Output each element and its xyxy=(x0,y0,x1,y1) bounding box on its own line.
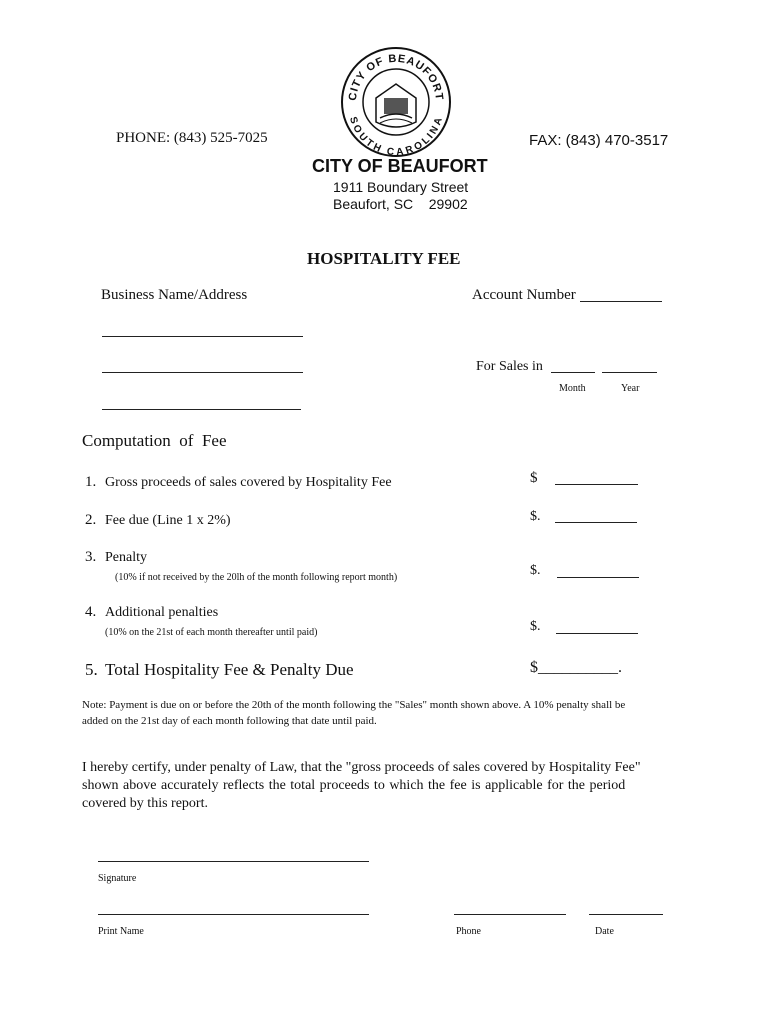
line-2-dollar: $. xyxy=(530,509,541,524)
note-line-2: added on the 21st day of each month following that date until paid. xyxy=(82,715,377,727)
svg-text:SOUTH CAROLINA xyxy=(347,116,445,158)
account-number-label: Account Number xyxy=(472,287,576,303)
line-2-number: 2. xyxy=(85,512,97,528)
line-3-number: 3. xyxy=(85,549,97,565)
line-4-note: (10% on the 21st of each month thereafter until paid) xyxy=(105,627,318,638)
sales-month-line[interactable] xyxy=(551,372,595,373)
line-2-label: Fee due (Line 1 x 2%) xyxy=(105,513,231,528)
line-3-dollar: $. xyxy=(530,563,541,578)
business-line-3[interactable] xyxy=(102,409,301,410)
line-4-amount-line[interactable] xyxy=(556,633,638,634)
for-sales-in-label: For Sales in xyxy=(476,359,543,374)
line-1-amount-line[interactable] xyxy=(555,484,638,485)
city-seal xyxy=(340,46,452,158)
line-3-amount-line[interactable] xyxy=(557,577,639,578)
form-title: HOSPITALITY FEE xyxy=(307,249,461,268)
certification-line-3: covered by this report. xyxy=(82,796,208,811)
phone-number: PHONE: (843) 525-7025 xyxy=(116,130,268,146)
account-number-line[interactable] xyxy=(580,301,662,302)
address-line-2: Beaufort, SC 29902 xyxy=(333,196,468,212)
signature-label: Signature xyxy=(98,873,137,884)
line-5-number: 5. xyxy=(85,660,98,679)
line-3-label: Penalty xyxy=(105,550,147,565)
city-name: CITY OF BEAUFORT xyxy=(312,156,488,176)
year-label: Year xyxy=(621,383,640,394)
print-name-line[interactable] xyxy=(98,914,369,915)
business-line-2[interactable] xyxy=(102,372,303,373)
line-4-number: 4. xyxy=(85,604,97,620)
signature-line[interactable] xyxy=(98,861,369,862)
line-1-dollar: $ xyxy=(530,470,538,486)
line-1-label: Gross proceeds of sales covered by Hospitality Fee xyxy=(105,475,392,490)
date-label: Date xyxy=(595,926,614,937)
sales-year-line[interactable] xyxy=(602,372,657,373)
line-3-note: (10% if not received by the 20lh of the month following report month) xyxy=(115,572,398,583)
line-4-label: Additional penalties xyxy=(105,605,219,620)
computation-heading: Computation of Fee xyxy=(82,431,227,450)
note-line-1: Note: Payment is due on or before the 20th of the month following the "Sales" month shown above. A 10% penalty shall be xyxy=(82,699,626,711)
fax-number: FAX: (843) 470-3517 xyxy=(529,132,669,149)
date-line[interactable] xyxy=(589,914,663,915)
business-name-address-label: Business Name/Address xyxy=(101,287,248,303)
seal-top-text: CITY OF BEAUFORT xyxy=(346,52,446,102)
month-label: Month xyxy=(559,383,586,394)
address-line-1: 1911 Boundary Street xyxy=(333,179,469,195)
line-1-number: 1. xyxy=(85,474,97,490)
print-name-label: Print Name xyxy=(98,926,144,937)
line-2-amount-line[interactable] xyxy=(555,522,637,523)
certification-line-1: I hereby certify, under penalty of Law, that the "gross proceeds of sales covered by Hospitality Fee" xyxy=(82,760,641,775)
line-4-dollar: $. xyxy=(530,619,541,634)
line-5-dollar[interactable]: $__________. xyxy=(530,659,622,676)
line-5-label: Total Hospitality Fee & Penalty Due xyxy=(105,660,354,679)
certification-line-2: shown above accurately reflects the total proceeds to which the fee is applicable for the period xyxy=(82,778,626,793)
business-line-1[interactable] xyxy=(102,336,303,337)
seal-bottom-text: SOUTH CAROLINA xyxy=(347,115,445,158)
phone-line[interactable] xyxy=(454,914,566,915)
phone-label: Phone xyxy=(456,926,481,937)
